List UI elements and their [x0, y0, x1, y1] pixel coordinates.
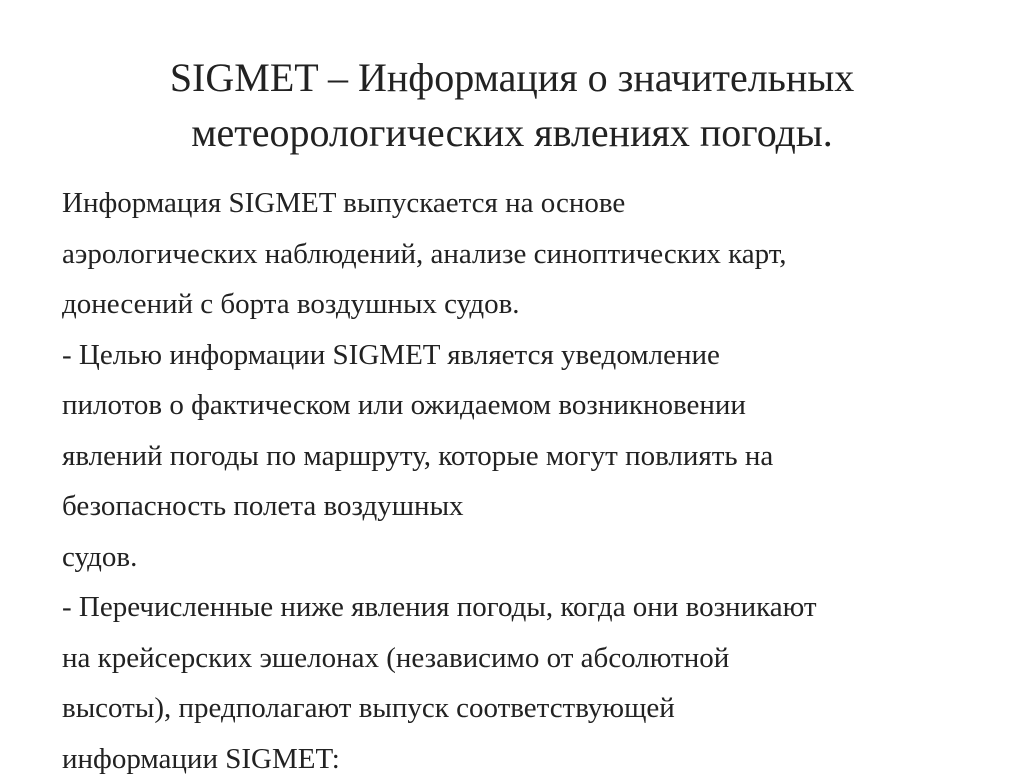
slide-body-text [62, 178, 1002, 784]
title-line: метеорологических явлениях погоды. [60, 105, 964, 160]
body-line: Информация SIGMET выпускается на основе [62, 178, 1002, 229]
body-line: явлений погоды по маршруту, которые могут повлиять на [62, 431, 1002, 482]
body-line: - Целью информации SIGMET является уведомление [62, 330, 1002, 381]
body-line: безопасность полета воздушных [62, 481, 1002, 532]
body-line: донесений с борта воздушных судов. [62, 279, 1002, 330]
body-line: пилотов о фактическом или ожидаемом возникновении [62, 380, 1002, 431]
body-line: информации SIGMET: [62, 734, 1002, 784]
body-line: - Перечисленные ниже явления погоды, когда они возникают [62, 582, 1002, 633]
body-line: судов. [62, 532, 1002, 583]
title-line: SIGMET – Информация о значительных [60, 50, 964, 105]
slide-title [60, 50, 964, 160]
body-line: аэрологических наблюдений, анализе синоптических карт, [62, 229, 1002, 280]
body-line: на крейсерских эшелонах (независимо от абсолютной [62, 633, 1002, 684]
body-line: высоты), предполагают выпуск соответствующей [62, 683, 1002, 734]
